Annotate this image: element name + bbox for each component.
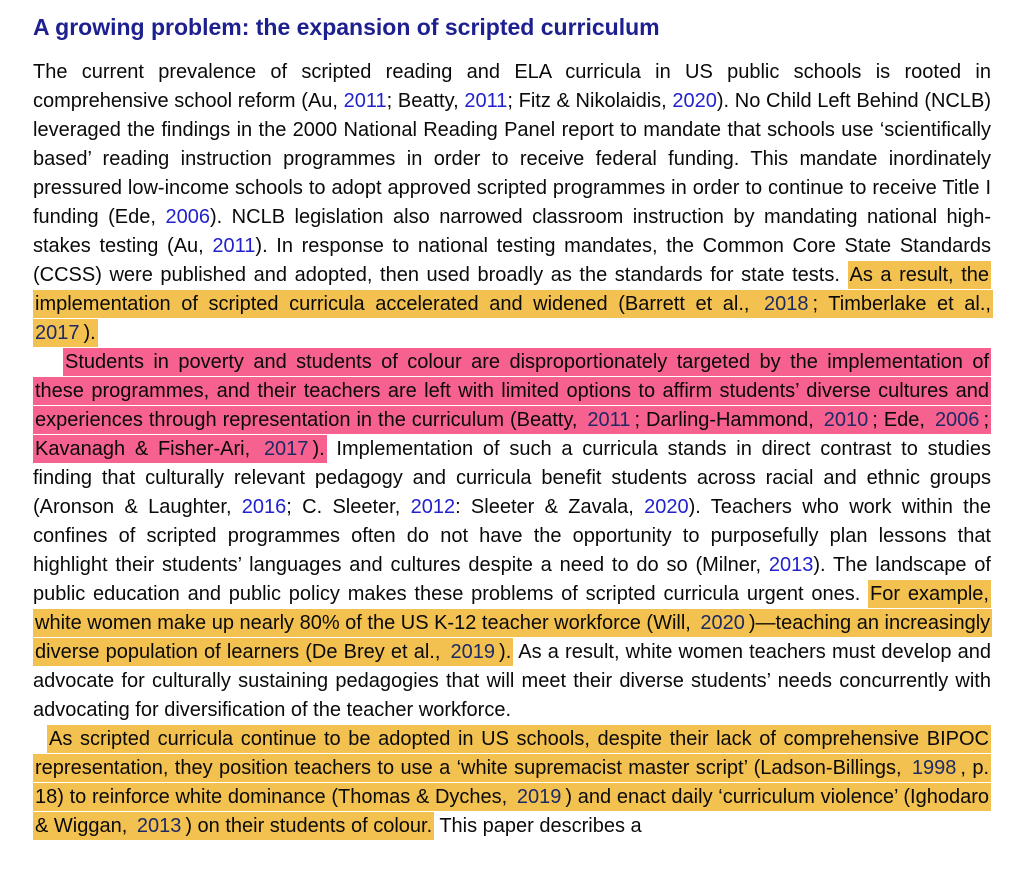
text-run: The current prevalence of scripted reading and ELA curricula in US public schools is rooted in comprehensive school reform (Au, (33, 61, 991, 112)
citation-year-link[interactable]: 2011 (343, 90, 387, 112)
text-run: ). The landscape of public education and public policy makes these problems of scripted curricula urgent ones. (33, 554, 991, 605)
citation-year-link[interactable]: 2020 (698, 609, 747, 637)
highlighted-text-run: Students in poverty and students of colour are disproportionately targeted by the implementation of these programmes, and their teachers are left with limited options to affirm students’ diverse cultures and experiences through representation in the curriculum (Beatty, (33, 348, 991, 434)
citation-year-link[interactable]: 2006 (933, 406, 982, 434)
citation-year-link[interactable]: 1998 (910, 754, 959, 782)
citation-year-link[interactable]: 2017 (33, 319, 82, 347)
highlighted-text-run: ). (310, 435, 326, 463)
highlighted-text-run: ; Kavanagh & Fisher-Ari, (33, 406, 991, 463)
highlighted-text-run: ; Darling-Hammond, (632, 406, 821, 434)
highlighted-text-run: ). (82, 319, 98, 347)
highlighted-text-run: , p. 18) to reinforce white dominance (Thomas & Dyches, (33, 754, 991, 811)
highlighted-text-run: ; Ede, (870, 406, 933, 434)
text-run: As a result, white women teachers must develop and advocate for culturally sustaining pedagogies that will meet their diverse students’ needs concurrently with advocating for diversification of the teacher workforce. (33, 641, 991, 721)
highlighted-text-run: As scripted curricula continue to be adopted in US schools, despite their lack of comprehensive BIPOC representation, they position teachers to use a ‘white supremacist master script’ (Ladson-Billings, (33, 725, 991, 782)
citation-year-link[interactable]: 2020 (672, 90, 717, 112)
paragraph (33, 725, 991, 841)
citation-year-link[interactable]: 2013 (768, 554, 814, 576)
text-run: ). In response to national testing mandates, the Common Core State Standards (CCSS) were published and adopted, then used broadly as the standards for state tests. (33, 235, 992, 286)
citation-year-link[interactable]: 2012 (410, 496, 456, 518)
citation-year-link[interactable]: 2006 (165, 206, 210, 228)
citation-year-link[interactable]: 2019 (515, 783, 564, 811)
text-run: ; C. Sleeter, (286, 496, 411, 518)
text-run: ; Beatty, (386, 90, 465, 112)
citation-year-link[interactable]: 2011 (585, 406, 632, 434)
citation-year-link[interactable]: 2016 (241, 496, 287, 518)
citation-year-link[interactable]: 2017 (262, 435, 311, 463)
paragraph (33, 58, 991, 348)
text-run: ; Fitz & Nikolaidis, (507, 90, 673, 112)
text-run: ). NCLB legislation also narrowed classroom instruction by mandating national high-stakes testing (Au, (33, 206, 992, 257)
text-run: ). Teachers who work within the confines of scripted programmes often do not have the opportunity to purposefully plan lessons that highlight their students’ languages and cultures despite a need to do so (Milner, (33, 496, 991, 576)
text-run: This paper describes a (434, 815, 642, 837)
section-heading: A growing problem: the expansion of scripted curriculum (33, 14, 660, 40)
citation-year-link[interactable]: 2011 (212, 235, 256, 257)
citation-year-link[interactable]: 2020 (644, 496, 689, 518)
highlighted-text-run: ) on their students of colour. (183, 812, 434, 840)
citation-year-link[interactable]: 2011 (464, 90, 508, 112)
paragraph (33, 348, 991, 725)
highlighted-text-run: )—teaching an increasingly diverse population of learners (De Brey et al., (33, 609, 992, 666)
citation-year-link[interactable]: 2010 (822, 406, 871, 434)
highlighted-text-run: ) and enact daily ‘curriculum violence’ (Ighodaro & Wiggan, (33, 783, 991, 840)
highlighted-text-run: For example, white women make up nearly 80% of the US K-12 teacher workforce (Will, (33, 580, 991, 637)
article-body (33, 58, 991, 841)
text-run: : Sleeter & Zavala, (455, 496, 645, 518)
citation-year-link[interactable]: 2018 (762, 290, 811, 318)
highlighted-text-run: ). (497, 638, 513, 666)
highlighted-text-run: As a result, the implementation of scripted curricula accelerated and widened (Barrett et al., (33, 261, 991, 318)
citation-year-link[interactable]: 2013 (135, 812, 184, 840)
text-run: ). No Child Left Behind (NCLB) leveraged the findings in the 2000 National Reading Panel report to mandate that schools use ‘scientifically based’ reading instruction programmes in order to receive federal funding. This mandate inordinately pressured low-income schools to adopt approved scripted programmes in order to continue to receive Title I funding (Ede, (33, 90, 991, 228)
citation-year-link[interactable]: 2019 (449, 638, 498, 666)
highlighted-text-run: ; Timberlake et al., (811, 290, 993, 318)
text-run: Implementation of such a curricula stands in direct contrast to studies finding that culturally relevant pedagogy and curricula benefit students across racial and ethnic groups (Aronson & Laughter, (33, 438, 991, 518)
